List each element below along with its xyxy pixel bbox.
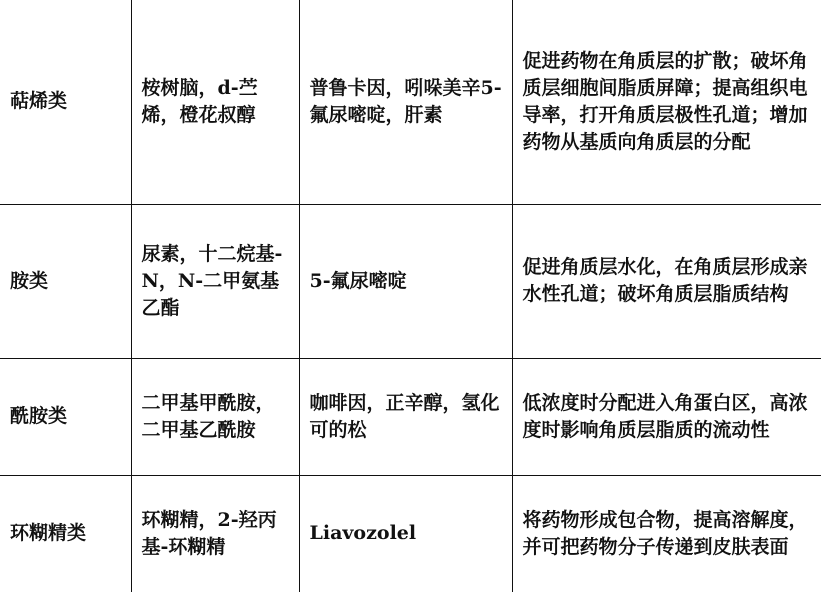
category-cell: 萜烯类 [0, 0, 131, 204]
examples-cell: 桉树脑，d-苎烯，橙花叔醇 [131, 0, 299, 204]
drugs-cell: 普鲁卡因，吲哚美辛5-氟尿嘧啶，肝素 [299, 0, 512, 204]
drugs-cell: 5-氟尿嘧啶 [299, 204, 512, 358]
category-cell: 环糊精类 [0, 475, 131, 592]
table-row [0, 0, 821, 204]
table-row [0, 204, 821, 358]
table-row [0, 358, 821, 475]
examples-cell: 尿素，十二烷基-N，N-二甲氨基乙酯 [131, 204, 299, 358]
mechanism-cell: 促进药物在角质层的扩散；破坏角质层细胞间脂质屏障；提高组织电导率，打开角质层极性孔道；增加药物从基质向角质层的分配 [512, 0, 821, 204]
table-row [0, 475, 821, 592]
drugs-cell: 咖啡因，正辛醇，氢化可的松 [299, 358, 512, 475]
mechanism-cell: 将药物形成包合物，提高溶解度，并可把药物分子传递到皮肤表面 [512, 475, 821, 592]
category-cell: 酰胺类 [0, 358, 131, 475]
drugs-cell: Liavozolel [299, 475, 512, 592]
examples-cell: 环糊精，2-羟丙基-环糊精 [131, 475, 299, 592]
category-cell: 胺类 [0, 204, 131, 358]
mechanism-cell: 低浓度时分配进入角蛋白区，高浓度时影响角质层脂质的流动性 [512, 358, 821, 475]
examples-cell: 二甲基甲酰胺，二甲基乙酰胺 [131, 358, 299, 475]
mechanism-cell: 促进角质层水化，在角质层形成亲水性孔道；破坏角质层脂质结构 [512, 204, 821, 358]
